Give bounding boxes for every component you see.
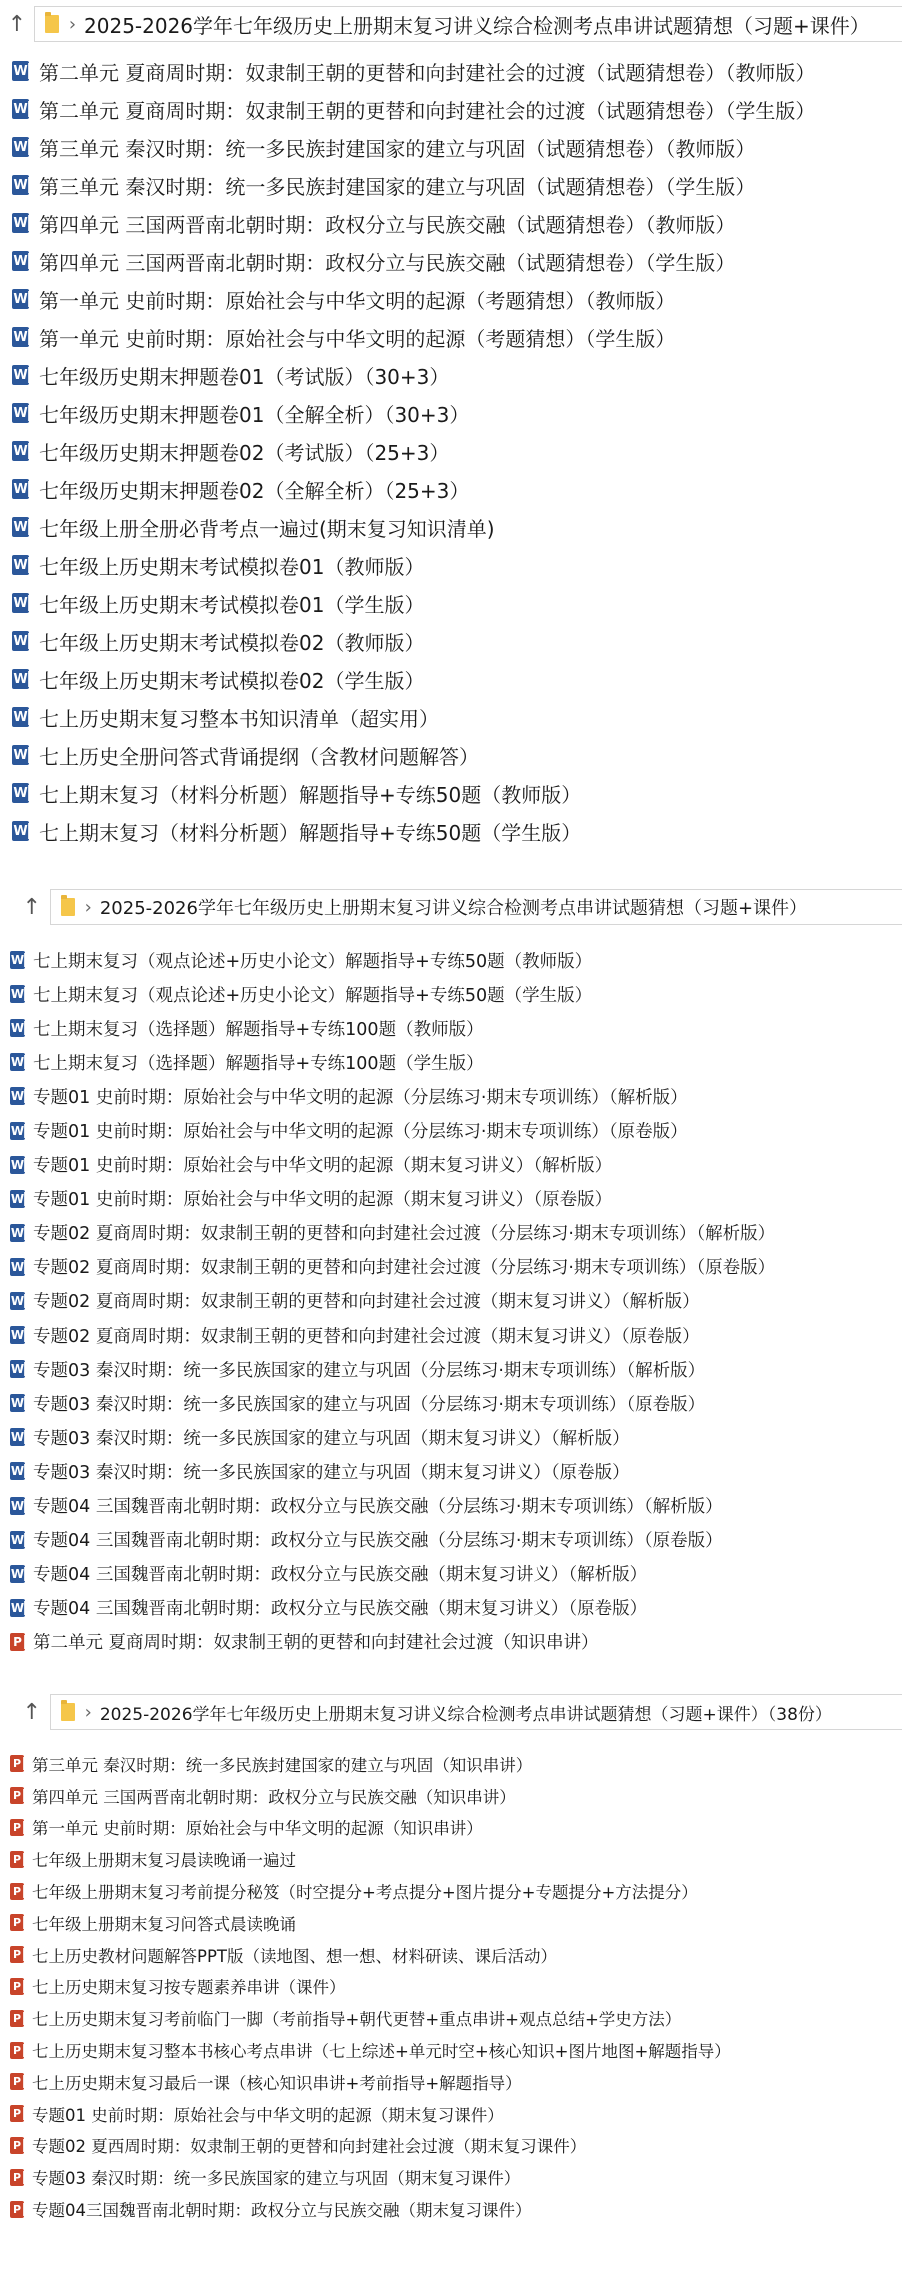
file-list-item[interactable] — [0, 1591, 902, 1625]
file-list-item[interactable] — [0, 1812, 902, 1844]
address-path-box[interactable] — [34, 6, 902, 42]
file-name: 七年级上历史期末考试模拟卷01（学生版） — [39, 592, 425, 617]
word-file-icon: W — [12, 175, 29, 195]
word-file-icon: W — [10, 1430, 25, 1445]
address-path-box[interactable] — [50, 889, 902, 925]
folder-icon — [61, 898, 75, 916]
file-list-item[interactable] — [0, 1182, 902, 1216]
file-name: 第一单元 史前时期：原始社会与中华文明的起源（考题猜想）（教师版） — [39, 288, 676, 313]
file-list-item[interactable] — [0, 1523, 902, 1557]
word-file-icon: W — [10, 1055, 25, 1070]
address-bar — [0, 0, 902, 48]
file-list-item[interactable] — [0, 1216, 902, 1250]
file-list-item[interactable] — [0, 546, 902, 584]
word-file-icon: W — [12, 517, 29, 537]
arrow-up-icon[interactable]: ↑ — [22, 1699, 42, 1725]
file-list-item[interactable] — [0, 432, 902, 470]
file-name: 七上历史期末复习整本书知识清单（超实用） — [39, 706, 439, 731]
word-file-icon: W — [10, 1021, 25, 1036]
file-list-item[interactable] — [0, 1284, 902, 1318]
file-name: 七年级历史期末押题卷02（全解全析）（25+3） — [39, 478, 470, 503]
file-name: 专题02 夏西周时期：奴隶制王朝的更替和向封建社会过渡（期末复习课件） — [32, 2137, 587, 2157]
file-list-item[interactable] — [0, 128, 902, 166]
file-list-item[interactable] — [0, 280, 902, 318]
powerpoint-file-icon: P — [10, 2105, 24, 2122]
file-name: 七年级上历史期末考试模拟卷02（教师版） — [39, 630, 425, 655]
file-list-item[interactable] — [0, 1352, 902, 1386]
word-file-icon: W — [10, 1225, 25, 1240]
file-name: 第二单元 夏商周时期：奴隶制王朝的更替和向封建社会的过渡（试题猜想卷）（教师版） — [39, 60, 816, 85]
word-file-icon: W — [12, 441, 29, 461]
file-list-item[interactable] — [0, 977, 902, 1011]
word-file-icon: W — [12, 289, 29, 309]
file-list-item[interactable] — [0, 1875, 902, 1907]
word-file-icon: W — [12, 403, 29, 423]
file-name: 专题03 秦汉时期：统一多民族国家的建立与巩固（期末复习讲义）（解析版） — [33, 1428, 630, 1449]
file-name: 专题01 史前时期：原始社会与中华文明的起源（分层练习·期末专项训练）（解析版） — [33, 1087, 688, 1108]
file-list-item[interactable] — [0, 2161, 902, 2193]
file-list-item[interactable] — [0, 1079, 902, 1113]
file-name: 七上历史期末复习考前临门一脚（考前指导+朝代更替+重点串讲+观点总结+学史方法） — [32, 2010, 682, 2030]
file-list — [0, 943, 902, 1659]
arrow-up-icon[interactable]: ↑ — [7, 11, 27, 37]
word-file-icon: W — [12, 365, 29, 385]
file-list-item[interactable] — [0, 698, 902, 736]
word-file-icon: W — [12, 783, 29, 803]
word-file-icon: W — [10, 1157, 25, 1172]
file-name: 专题02 夏商周时期：奴隶制王朝的更替和向封建社会过渡（分层练习·期末专项训练）（解析版） — [33, 1224, 776, 1245]
file-name: 七年级上册期末复习问答式晨读晚诵 — [32, 1914, 296, 1934]
explorer-window-1 — [0, 0, 902, 880]
address-bar — [0, 1685, 902, 1737]
file-name: 专题01 史前时期：原始社会与中华文明的起源（期末复习讲义）（解析版） — [33, 1156, 613, 1177]
file-name: 七年级历史期末押题卷01（全解全析）（30+3） — [39, 402, 470, 427]
file-list-item[interactable] — [0, 584, 902, 622]
arrow-up-icon[interactable]: ↑ — [22, 894, 42, 920]
word-file-icon: W — [10, 1464, 25, 1479]
folder-icon — [61, 1703, 75, 1721]
file-list-item[interactable] — [0, 1939, 902, 1971]
file-name: 专题01 史前时期：原始社会与中华文明的起源（分层练习·期末专项训练）（原卷版） — [33, 1122, 688, 1143]
file-name: 第四单元 三国两晋南北朝时期：政权分立与民族交融（知识串讲） — [32, 1787, 516, 1807]
file-list-item[interactable] — [0, 166, 902, 204]
file-list-item[interactable] — [0, 1454, 902, 1488]
word-file-icon: W — [10, 1396, 25, 1411]
word-file-icon: W — [10, 1259, 25, 1274]
file-list-item[interactable] — [0, 2066, 902, 2098]
file-list-item[interactable] — [0, 622, 902, 660]
powerpoint-file-icon: P — [10, 2169, 24, 2186]
file-name: 七年级历史期末押题卷02（考试版）（25+3） — [39, 440, 450, 465]
file-name: 第三单元 秦汉时期：统一多民族封建国家的建立与巩固（试题猜想卷）（教师版） — [39, 136, 756, 161]
file-list-item[interactable] — [0, 1748, 902, 1780]
file-list-item[interactable] — [0, 1907, 902, 1939]
file-list-item[interactable] — [0, 2002, 902, 2034]
word-file-icon: W — [10, 1123, 25, 1138]
chevron-right-icon: › — [68, 13, 77, 35]
powerpoint-file-icon: P — [10, 1633, 25, 1651]
file-name: 七上期末复习（选择题）解题指导+专练100题（学生版） — [33, 1053, 484, 1074]
word-file-icon: W — [12, 213, 29, 233]
file-list — [0, 52, 902, 850]
file-name: 七上历史期末复习最后一课（核心知识串讲+考前指导+解题指导） — [32, 2073, 522, 2093]
file-list-item[interactable] — [0, 1386, 902, 1420]
file-name: 第四单元 三国两晋南北朝时期：政权分立与民族交融（试题猜想卷）（学生版） — [39, 250, 736, 275]
file-list-item[interactable] — [0, 1971, 902, 2003]
file-name: 专题04三国魏晋南北朝时期：政权分立与民族交融（期末复习课件） — [32, 2201, 532, 2221]
powerpoint-file-icon: P — [10, 2201, 24, 2218]
powerpoint-file-icon: P — [10, 1978, 24, 1995]
file-name: 七上期末复习（材料分析题）解题指导+专练50题（教师版） — [39, 782, 582, 807]
file-list-item[interactable] — [0, 394, 902, 432]
word-file-icon: W — [12, 631, 29, 651]
word-file-icon: W — [12, 745, 29, 765]
file-name: 专题03 秦汉时期：统一多民族国家的建立与巩固（分层练习·期末专项训练）（解析版） — [33, 1360, 706, 1381]
powerpoint-file-icon: P — [10, 2073, 24, 2090]
file-list-item[interactable] — [0, 2130, 902, 2162]
file-list-item[interactable] — [0, 470, 902, 508]
file-list-item[interactable] — [0, 660, 902, 698]
word-file-icon: W — [12, 61, 29, 81]
file-list-item[interactable] — [0, 812, 902, 850]
file-name: 七上历史全册问答式背诵提纲（含教材问题解答） — [39, 744, 479, 769]
file-name: 七年级上历史期末考试模拟卷02（学生版） — [39, 668, 425, 693]
file-name: 七年级上册全册必背考点一遍过(期末复习知识清单) — [39, 516, 495, 541]
file-list-item[interactable] — [0, 1780, 902, 1812]
explorer-window-2 — [0, 880, 902, 1685]
file-name: 七上期末复习（选择题）解题指导+专练100题（教师版） — [33, 1019, 484, 1040]
file-name: 专题04 三国魏晋南北朝时期：政权分立与民族交融（分层练习·期末专项训练）（解析版） — [33, 1497, 723, 1518]
file-name: 第一单元 史前时期：原始社会与中华文明的起源（知识串讲） — [32, 1819, 483, 1839]
word-file-icon: W — [12, 479, 29, 499]
file-name: 七年级上历史期末考试模拟卷01（教师版） — [39, 554, 425, 579]
file-list-item[interactable] — [0, 1113, 902, 1147]
file-name: 专题03 秦汉时期：统一多民族国家的建立与巩固（分层练习·期末专项训练）（原卷版） — [33, 1394, 706, 1415]
file-list-item[interactable] — [0, 318, 902, 356]
word-file-icon: W — [10, 953, 25, 968]
file-name: 第二单元 夏商周时期：奴隶制王朝的更替和向封建社会的过渡（试题猜想卷）（学生版） — [39, 98, 816, 123]
file-name: 专题02 夏商周时期：奴隶制王朝的更替和向封建社会过渡（期末复习讲义）（原卷版） — [33, 1326, 700, 1347]
word-file-icon: W — [12, 251, 29, 271]
file-name: 专题02 夏商周时期：奴隶制王朝的更替和向封建社会过渡（期末复习讲义）（解析版） — [33, 1292, 700, 1313]
powerpoint-file-icon: P — [10, 1755, 24, 1772]
word-file-icon: W — [10, 1293, 25, 1308]
word-file-icon: W — [10, 1600, 25, 1615]
file-list-item[interactable] — [0, 204, 902, 242]
word-file-icon: W — [12, 707, 29, 727]
word-file-icon: W — [12, 327, 29, 347]
file-list-item[interactable] — [0, 508, 902, 546]
file-name: 专题03 秦汉时期：统一多民族国家的建立与巩固（期末复习讲义）（原卷版） — [33, 1462, 630, 1483]
powerpoint-file-icon: P — [10, 1787, 24, 1804]
file-list-item[interactable] — [0, 2193, 902, 2225]
powerpoint-file-icon: P — [10, 1819, 24, 1836]
word-file-icon: W — [10, 1362, 25, 1377]
address-bar — [0, 880, 902, 932]
powerpoint-file-icon: P — [10, 1914, 24, 1931]
powerpoint-file-icon: P — [10, 2137, 24, 2154]
file-list-item[interactable] — [0, 90, 902, 128]
file-name: 专题01 史前时期：原始社会与中华文明的起源（期末复习课件） — [32, 2105, 504, 2125]
file-name: 第三单元 秦汉时期：统一多民族封建国家的建立与巩固（试题猜想卷）（学生版） — [39, 174, 756, 199]
file-list-item[interactable] — [0, 1250, 902, 1284]
file-name: 七上期末复习（观点论述+历史小论文）解题指导+专练50题（学生版） — [33, 985, 593, 1006]
file-list-item[interactable] — [0, 2034, 902, 2066]
chevron-right-icon: › — [84, 896, 92, 918]
word-file-icon: W — [10, 987, 25, 1002]
address-path-box[interactable] — [50, 1694, 902, 1730]
address-path-text: 2025-2026学年七年级历史上册期末复习讲义综合检测考点串讲试题猜想（习题+课件） — [99, 898, 808, 919]
word-file-icon: W — [10, 1566, 25, 1581]
file-name: 七年级上册期末复习考前提分秘笈（时空提分+考点提分+图片提分+专题提分+方法提分） — [32, 1883, 698, 1903]
file-name: 第二单元 夏商周时期：奴隶制王朝的更替和向封建社会过渡（知识串讲） — [33, 1633, 599, 1654]
file-list-item[interactable] — [0, 1148, 902, 1182]
word-file-icon: W — [12, 99, 29, 119]
explorer-window-3 — [0, 1685, 902, 2283]
file-name: 七年级上册期末复习晨读晚诵一遍过 — [32, 1851, 296, 1871]
file-list-item[interactable] — [0, 1843, 902, 1875]
word-file-icon: W — [10, 1532, 25, 1547]
word-file-icon: W — [10, 1498, 25, 1513]
word-file-icon: W — [12, 137, 29, 157]
word-file-icon: W — [12, 821, 29, 841]
powerpoint-file-icon: P — [10, 1946, 24, 1963]
file-list-item[interactable] — [0, 356, 902, 394]
file-name: 专题02 夏商周时期：奴隶制王朝的更替和向封建社会过渡（分层练习·期末专项训练）（原卷版） — [33, 1258, 776, 1279]
file-list-item[interactable] — [0, 1489, 902, 1523]
file-list-item[interactable] — [0, 1045, 902, 1079]
file-name: 七上历史期末复习按专题素养串讲（课件） — [32, 1978, 346, 1998]
powerpoint-file-icon: P — [10, 1883, 24, 1900]
file-name: 第一单元 史前时期：原始社会与中华文明的起源（考题猜想）（学生版） — [39, 326, 676, 351]
word-file-icon: W — [10, 1089, 25, 1104]
file-name: 七上期末复习（观点论述+历史小论文）解题指导+专练50题（教师版） — [33, 951, 593, 972]
folder-icon — [45, 15, 59, 33]
file-list-item[interactable] — [0, 736, 902, 774]
word-file-icon: W — [12, 669, 29, 689]
file-name: 专题03 秦汉时期：统一多民族国家的建立与巩固（期末复习课件） — [32, 2169, 521, 2189]
file-list-item[interactable] — [0, 2098, 902, 2130]
file-name: 专题01 史前时期：原始社会与中华文明的起源（期末复习讲义）（原卷版） — [33, 1190, 613, 1211]
file-name: 专题04 三国魏晋南北朝时期：政权分立与民族交融（期末复习讲义）（原卷版） — [33, 1599, 648, 1620]
chevron-right-icon: › — [84, 1701, 92, 1723]
powerpoint-file-icon: P — [10, 2010, 24, 2027]
file-list-item[interactable] — [0, 1318, 902, 1352]
file-list — [0, 1748, 902, 2225]
word-file-icon: W — [10, 1328, 25, 1343]
file-list-item[interactable] — [0, 1420, 902, 1454]
file-list-item[interactable] — [0, 242, 902, 280]
file-list-item[interactable] — [0, 943, 902, 977]
file-name: 第四单元 三国两晋南北朝时期：政权分立与民族交融（试题猜想卷）（教师版） — [39, 212, 736, 237]
file-list-item[interactable] — [0, 774, 902, 812]
powerpoint-file-icon: P — [10, 2042, 24, 2059]
word-file-icon: W — [10, 1191, 25, 1206]
powerpoint-file-icon: P — [10, 1851, 24, 1868]
word-file-icon: W — [12, 593, 29, 613]
file-name: 专题04 三国魏晋南北朝时期：政权分立与民族交融（分层练习·期末专项训练）（原卷版） — [33, 1531, 723, 1552]
file-name: 第三单元 秦汉时期：统一多民族封建国家的建立与巩固（知识串讲） — [32, 1755, 533, 1775]
address-path-text: 2025-2026学年七年级历史上册期末复习讲义综合检测考点串讲试题猜想（习题+课件） — [84, 13, 870, 38]
address-path-text: 2025-2026学年七年级历史上册期末复习讲义综合检测考点串讲试题猜想（习题+课件）（38份） — [99, 1704, 832, 1725]
file-list-item[interactable] — [0, 1557, 902, 1591]
file-name: 专题04 三国魏晋南北朝时期：政权分立与民族交融（期末复习讲义）（解析版） — [33, 1565, 648, 1586]
file-name: 七上历史教材问题解答PPT版（读地图、想一想、材料研读、课后活动） — [32, 1946, 557, 1966]
word-file-icon: W — [12, 555, 29, 575]
file-list-item[interactable] — [0, 52, 902, 90]
file-name: 七年级历史期末押题卷01（考试版）（30+3） — [39, 364, 450, 389]
file-name: 七上历史期末复习整本书核心考点串讲（七上综述+单元时空+核心知识+图片地图+解题指导） — [32, 2042, 731, 2062]
file-list-item[interactable] — [0, 1011, 902, 1045]
file-name: 七上期末复习（材料分析题）解题指导+专练50题（学生版） — [39, 820, 582, 845]
file-list-item[interactable] — [0, 1625, 902, 1659]
